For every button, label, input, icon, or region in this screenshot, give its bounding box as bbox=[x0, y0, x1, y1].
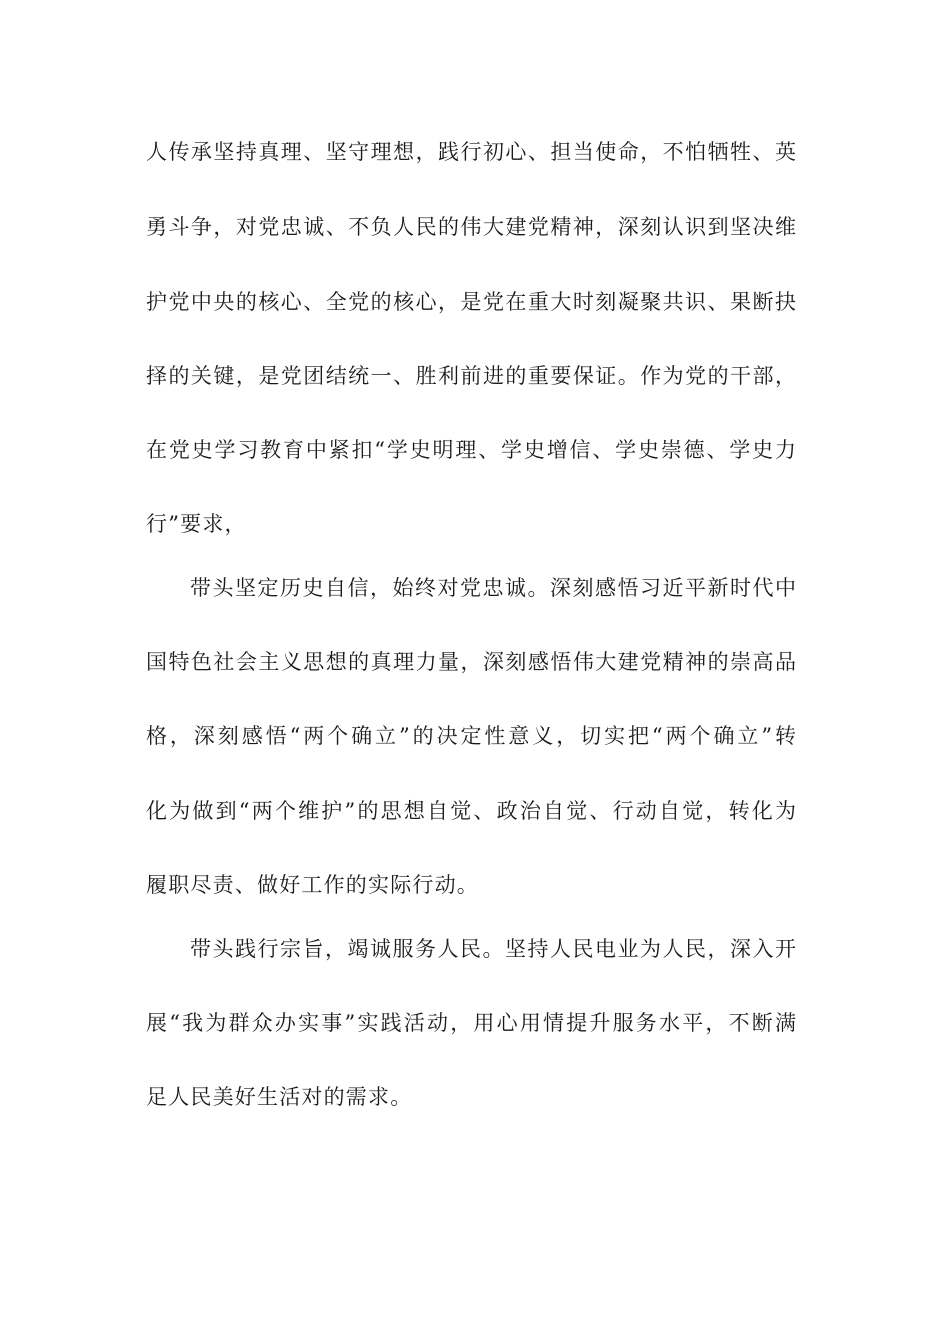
paragraph-1-line-2: 勇斗争，对党忠诚、不负人民的伟大建党精神，深刻认识到坚决维 bbox=[146, 215, 796, 239]
paragraph-1-line-5: 在党史学习教育中紧扣“学史明理、学史增信、学史崇德、学史力 bbox=[146, 438, 796, 462]
paragraph-2-line-2: 国特色社会主义思想的真理力量，深刻感悟伟大建党精神的崇高品 bbox=[146, 650, 796, 674]
paragraph-2-line-1: 带头坚定历史自信，始终对党忠诚。深刻感悟习近平新时代中 bbox=[190, 576, 796, 600]
paragraph-3-line-3: 足人民美好生活对的需求。 bbox=[146, 1085, 413, 1109]
paragraph-2-line-3: 格，深刻感悟“两个确立”的决定性意义，切实把“两个确立”转 bbox=[146, 724, 796, 748]
paragraph-1-line-3: 护党中央的核心、全党的核心，是党在重大时刻凝聚共识、果断抉 bbox=[146, 290, 796, 314]
paragraph-3-line-1: 带头践行宗旨，竭诚服务人民。坚持人民电业为人民，深入开 bbox=[190, 937, 796, 961]
paragraph-1-line-4: 择的关键，是党团结统一、胜利前进的重要保证。作为党的干部， bbox=[146, 364, 796, 388]
paragraph-1-line-6: 行”要求， bbox=[146, 512, 247, 536]
paragraph-1-line-1: 人传承坚持真理、坚守理想，践行初心、担当使命，不怕牺牲、英 bbox=[146, 140, 796, 164]
paragraph-2-line-5: 履职尽责、做好工作的实际行动。 bbox=[146, 873, 479, 897]
paragraph-2-line-4: 化为做到“两个维护”的思想自觉、政治自觉、行动自觉，转化为 bbox=[146, 799, 796, 823]
paragraph-3-line-2: 展“我为群众办实事”实践活动，用心用情提升服务水平，不断满 bbox=[146, 1011, 796, 1035]
